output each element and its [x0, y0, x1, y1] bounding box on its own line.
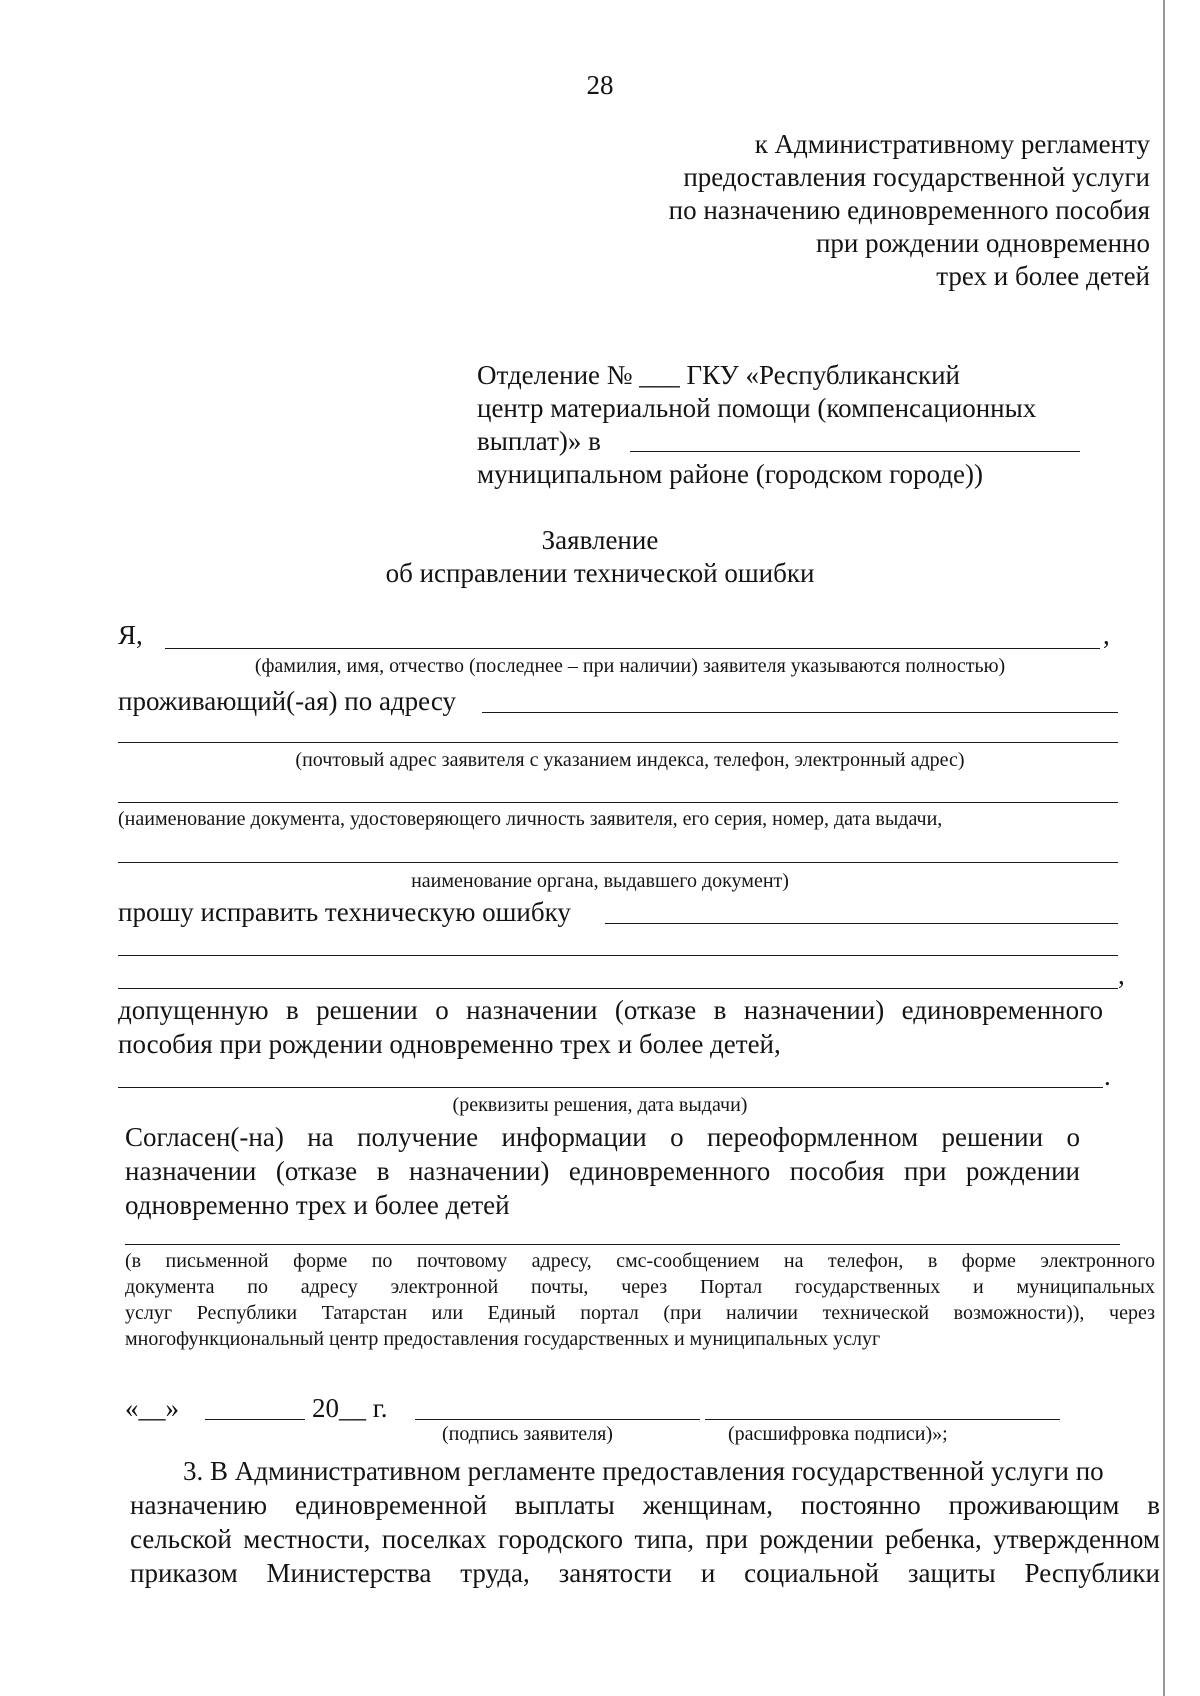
addressee-line: Отделение № ___ ГКУ «Республиканский	[477, 360, 960, 390]
period: .	[1104, 1061, 1111, 1091]
consent-text: назначении (отказе в назначении) единовременного пособия при рождении	[125, 1156, 1080, 1186]
paragraph-3-text: сельской местности, поселках городского типа, при рождении ребенка, утвержденном	[130, 1524, 1160, 1554]
district-field[interactable]	[630, 451, 1080, 452]
ya-label: Я,	[118, 620, 143, 650]
document-title: Заявление	[541, 525, 659, 555]
decision-caption: (реквизиты решения, дата выдачи)	[452, 1094, 748, 1116]
header-line: при рождении одновременно	[815, 228, 1150, 258]
document-subtitle: об исправлении технической ошибки	[385, 558, 815, 588]
addressee-line: выплат)» в	[477, 426, 601, 456]
error-description-field-3[interactable]	[118, 988, 1118, 989]
address-label: проживающий(-ая) по адресу	[118, 686, 456, 716]
decision-text: пособия при рождении одновременно трех и более детей,	[118, 1029, 781, 1059]
address-caption: (почтовый адрес заявителя с указанием индекса, телефон, электронный адрес)	[295, 749, 965, 771]
addressee-line: центр материальной помощи (компенсационных	[477, 393, 1037, 423]
decision-text: допущенную в решении о назначении (отказе в назначении) единовременного	[118, 995, 1103, 1025]
page-number: 28	[586, 70, 614, 100]
method-caption: (в письменной форме по почтовому адресу, смс-сообщением на телефон, в форме электронного	[125, 1250, 1155, 1272]
date-year[interactable]: 20__ г.	[312, 1393, 388, 1423]
notification-method-field[interactable]	[125, 1244, 1120, 1245]
address-field[interactable]	[482, 712, 1118, 713]
header-line: к Административному регламенту	[754, 129, 1150, 159]
error-description-field[interactable]	[605, 923, 1118, 924]
method-caption: услуг Республики Татарстан или Единый портал (при наличии технической возможности)), через	[125, 1302, 1155, 1324]
decision-details-field[interactable]	[118, 1087, 1103, 1088]
fio-caption: (фамилия, имя, отчество (последнее – при наличии) заявителя указываются полностью)	[254, 655, 1006, 677]
header-line: предоставления государственной услуги	[683, 162, 1150, 192]
paragraph-3-text: приказом Министерства труда, занятости и социальной защиты Республики	[130, 1558, 1160, 1588]
header-line: по назначению единовременного пособия	[668, 195, 1150, 225]
id-document-caption: (наименование документа, удостоверяющего личность заявителя, его серия, номер, дата выдачи,	[118, 808, 943, 830]
trailing-comma: ,	[1118, 960, 1125, 990]
consent-text: Согласен(-на) на получение информации о переоформленном решении о	[125, 1122, 1080, 1152]
issuing-organ-field[interactable]	[118, 862, 1118, 863]
method-caption: документа по адресу электронной почты, через Портал государственных и муниципальных	[125, 1276, 1155, 1298]
id-document-field[interactable]	[118, 802, 1118, 803]
date-month-field[interactable]	[205, 1419, 305, 1420]
paragraph-3-text: назначению единовременной выплаты женщинам, постоянно проживающим в	[130, 1490, 1160, 1520]
comma: ,	[1103, 620, 1110, 650]
address-field-2[interactable]	[118, 742, 1118, 743]
issuing-organ-caption: наименование органа, выдавшего документ)	[411, 870, 789, 892]
paragraph-3-text: 3. В Административном регламенте предоставления государственной услуги по	[183, 1456, 1104, 1486]
error-description-field-2[interactable]	[118, 955, 1118, 956]
signature-transcript-field[interactable]	[705, 1419, 1060, 1420]
transcript-caption: (расшифровка подписи)»;	[728, 1423, 948, 1445]
scan-edge	[1163, 0, 1165, 1696]
appendix-header	[560, 128, 1150, 293]
method-caption: многофункциональный центр предоставления государственных и муниципальных услуг	[125, 1328, 881, 1350]
request-label: прошу исправить техническую ошибку	[118, 897, 571, 927]
date-day[interactable]: «__»	[125, 1393, 179, 1423]
header-line: трех и более детей	[936, 261, 1150, 291]
consent-text: одновременно трех и более детей	[125, 1190, 510, 1220]
applicant-name-field[interactable]	[165, 648, 1100, 649]
addressee-line: муниципальном районе (городском городе))	[477, 459, 983, 489]
signature-caption: (подпись заявителя)	[442, 1423, 613, 1445]
signature-field[interactable]	[415, 1419, 700, 1420]
